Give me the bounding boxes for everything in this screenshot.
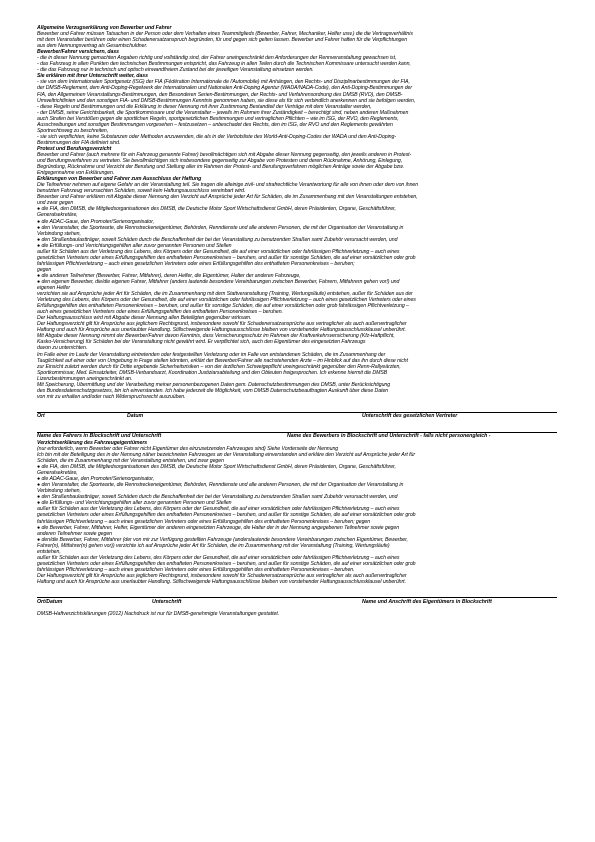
text-line: fahrlässigen Pflichtverletzung – auch eines gesetzlichen Vertreters oder eines Erfüllungsgehilfen des enthafteten Personenkreises – beruhen. (37, 566, 355, 573)
footer-note: DMSB-Haftverzichtsklärungen (2012) Nachdruck ist nur für DMSB-genehmigte Veranstaltungen gestattet. (37, 611, 280, 618)
text-line: - der DMSB, seine Gerichtsbarkeit, die Sportkommissare und die Veranstalter – jeweils im Rahmen ihrer Zuständigkeit – berechtigt sind, neben anderen Maßnahmen (37, 109, 409, 116)
text-line: Sportrechtsweg zu beschreiten, (37, 127, 109, 134)
text-line: Haftung und auch für Ansprüche aus unerlaubter Handlung. Stillschweigende Haftungsausschlüsse bleiben von vorstehender Haftungsausschlussklausel unberührt. (37, 578, 406, 585)
text-line: gegen (37, 266, 52, 273)
text-line: (nur erforderlich, wenn Bewerber oder Fahrer nicht Eigentümer des einzusetzenden Fahrzeuges sind) Siehe Vorderseite der Nennung (37, 445, 339, 452)
text-line: eigenen Helfer (37, 285, 71, 292)
signature-row-3 (37, 597, 557, 605)
text-line: ● die Bewerber, Fahrer, Mitfahrer, Helfer, Eigentümer der anderen eingesetzten Fahrzeuge, die Halter der in der Nennung angegebenen Teilnehmer sowie gegen (37, 524, 400, 531)
text-line: außer für Schäden aus der Verletzung des Lebens, des Körpers oder der Gesundheit, die auf einer vorsätzlichen oder fahrlässigen Pflichtverletzung – auch eines (37, 248, 400, 255)
text-line: ● die ADAC-Gaue, den Promoter/Serienorganisator, (37, 476, 155, 483)
text-line: Bewerber und Fahrer (auch mehrere für ein Fahrzeug genannte Fahrer) bevollmächtigen sich mit Abgabe dieser Nennung gegenseitig, den jeweils anderen in Protest- (37, 151, 412, 158)
owner-place-date-label: Ort/Datum (37, 598, 63, 605)
text-line: und Berufungsverfahren zu vertreten. Sie bevollmächtigen sich insbesondere gegenseitig zur Abgabe von Protesten und deren Rücknahme, Anhörung, Einlegung, (37, 158, 403, 165)
text-line: Tauglichkeit auf einer oder von Umgebung in Frage stellen könnten, erklärt der Bewerber/Fahrer alle nachstehenden Ärzte – im Hinblick auf das ihn durch diese nicht (37, 357, 408, 364)
text-line: außer für Schäden aus der Verletzung des Lebens, des Körpers oder der Gesundheit, die auf einer vorsätzlichen oder fahrlässigen Pflichtverletzung – auch eines (37, 554, 400, 561)
text-line: Mit Speicherung, Übermittlung und der Verarbeitung meiner personenbezogenen Daten gem. Datenschutzbestimmungen des DMSB, unter Berücksichtigung (37, 381, 391, 388)
text-line: - die in dieser Nennung gemachten Angaben richtig und vollständig sind, der Fahrer uneingeschränkt den Anforderungen der Rennveranstaltung gewachsen ist, (37, 55, 397, 62)
text-line: ● den Straßenbaulastträger, soweit Schäden durch die Beschaffenheit der bei der Veranstaltung zu benutzenden Straßen samt Zubehör verursacht werden, und (37, 494, 398, 501)
text-line: Im Falle einer im Laufe der Veranstaltung eintretenden oder festgestellten Verletzung oder im Falle von entstandenen Schäden, die im Zusammenhang der (37, 351, 386, 358)
text-line: ● die FIA, den DMSB, die Mitgliedsorganisationen des DMSB, die Deutsche Motor Sport Wirtschaftsdienst GmbH, deren Präsidenten, Organe, Geschäftsführer, (37, 206, 396, 213)
text-line: ● die Erfüllungs- und Verrichtungsgehilfen aller zuvor genannten Personen und Stellen (37, 500, 232, 507)
text-line: Verbindung stehen, (37, 488, 81, 495)
text-line: außer für Schäden aus der Verletzung des Lebens, des Körpers oder der Gesundheit, die auf einer vorsätzlichen oder fahrlässigen Pflichtverletzung – auch eines (37, 506, 400, 513)
text-line: auch Strafen bei Verstößen gegen die sportlichen Regeln, sportgesetzlichen Bestimmungen und vertraglichen Pflichten – wie im ISG, der RVO, den Reglements, (37, 115, 399, 122)
text-line: ● den Straßenbaulastträger, soweit Schäden durch die Beschaffenheit der bei der Veranstaltung zu benutzenden Straßen samt Zubehör verursacht werden, und (37, 236, 398, 243)
text-line: Kasko-Versicherung) für Schäden bei der Veranstaltung nicht gewährt wird. Er verpflichtet sich, auch den Eigentümer des eingesetzten Fahrzeugs (37, 339, 366, 346)
text-line: Entgegennahme von Erklärungen. (37, 170, 115, 177)
text-line: - die das Fahrzeug nur in technisch und optisch einwandfreiem Zustand bei der jeweiligen Veranstaltung einsetzen werden. (37, 67, 314, 74)
text-line: ● die Erfüllungs- und Verrichtungsgehilfen aller zuvor genannten Personen und Stellen (37, 242, 232, 249)
text-line: entstehen, (37, 548, 61, 555)
entrant-name-label: Name des Bewerbers in Blockschrift und Unterschrift - falls nicht personengleich - (287, 433, 491, 440)
text-line: benutzten Fahrzeug verursachten Schäden, soweit kein Haftungsausschluss vereinbart wird. (37, 188, 246, 195)
text-line: - das Fahrzeug in allen Punkten den technischen Bestimmungen entspricht, das Fahrzeug in allen Teilen durch die Technischen Kommissare untersucht werden kann, (37, 61, 411, 68)
text-line: FIA, den Allgemeinen Veranstaltungs-Bestimmungen, den Besonderen Serien-Bestimmungen, der Rechts- und Verfahrensordnung des DMSB (RVO), den DMSB- (37, 91, 403, 98)
section-heading: Protest und Berufungsverzicht (37, 145, 112, 152)
signature-place-label: Ort (37, 413, 45, 420)
text-line: Verbindung stehen, (37, 230, 81, 237)
text-line: auch eines gesetzlichen Vertreters oder eines Erfüllungsgehilfen des enthafteten Personenkreises – beruhen. (37, 309, 283, 316)
text-line: und zwar gegen (37, 200, 74, 207)
signature-row-1 (37, 412, 557, 420)
signature-guardian-label: Unterschrift des gesetzlichen Vertreter (362, 413, 458, 420)
section-heading: Verzichtserklärung des Fahrzeugeigentümers (37, 439, 148, 446)
section-heading: Allgemeine Verzugserklärung von Bewerber und Fahrer (37, 25, 172, 31)
text-line: gesetzlichen Vertreters oder eines Erfüllungsgehilfen des enthafteten Personenkreises – beruhen, und außer für sonstige Schäden, die auf einer vorsätzlichen oder grob (37, 560, 416, 567)
text-line: des Bundesdatenschutzgesetzes, bin ich einverstanden. Ich habe jederzeit die Möglichkeit, vom DMSB Datenschutzbeauftragten Auskunft über diese Daten (37, 387, 389, 394)
text-line: mit dem Veranstalter berühren oder einen Schadenersatzanspruch begründen, für und gegen sich gelten lassen. Bewerber und Fahrer haften für die Verpflichtungen (37, 37, 408, 44)
text-line: Fahrer(n), Mitfahrer(n) gehen vor)) verzichte ich auf Ansprüche jeder Art für Schäden, die im Zusammenhang mit der Veranstaltung (Training, Wertungsläufe) (37, 542, 390, 549)
text-line: Verletzung des Lebens, des Körpers oder der Gesundheit, die auf einer vorsätzlichen oder fahrlässigen Pflichtverletzung – auch eines gesetzlichen Vertreters oder eines (37, 297, 416, 304)
driver-name-label: Name des Fahrers in Blockschrift und Unterschrift (37, 433, 162, 440)
text-line: - sie von dem Internationalen Sportgesetz (ISG) der FIA (Fédération Internationale de l'Automobile) mit Anhängen, den Rechts- und Disziplinarbestimmungen der FIA, (37, 79, 410, 86)
text-line: Mit Abgabe dieser Nennung nimmt der Bewerber/Fahrer davon Kenntnis, dass Versicherungsschutz im Rahmen der Kraftverkehrsversicherung (Kfz-Haftpflicht, (37, 333, 395, 340)
owner-name-label: Name und Anschrift des Eigentümers in Blockschrift (362, 598, 492, 605)
text-line: Sportkommissar, Med. Einsatzleiter, DMSB-Verbandsarzt, Koordination Justiziarsabteilung und den Obleuten freigesprochen. Ich erkenne hiermit die DMSB (37, 369, 388, 376)
text-line: ● die ADAC-Gaue, den Promoter/Serienorganisator, (37, 218, 155, 225)
text-line: - sie sich verpflichten, keine Substanzen oder Methoden anzuwenden, die als in der Verbotsliste des World-Anti-Doping-Codes der WADA und den Anti-Doping- (37, 133, 397, 140)
text-line: ● den eigenen Bewerber, die/die eigenen Fahrer, Mitfahrer (anders lautende besondere Vereinbarungen zwischen Bewerber, Fahrern, Mitfahrern gehen vor!) und (37, 278, 400, 285)
signature-line (37, 412, 557, 413)
text-line: ● die anderen Teilnehmer (Bewerber, Fahrer, Mitfahrer), deren Helfer, die Eigentümer, Halter der anderen Fahrzeuge, (37, 272, 301, 279)
text-line: fahrlässigen Pflichtverletzung – auch eines gesetzlichen Vertreters oder eines Erfüllungsgehilfen des enthafteten Personenkreises – beruhen; (37, 260, 355, 267)
text-line: Generalsekretäre, (37, 470, 78, 477)
section-heading: Sie erklären mit ihrer Unterschrift weiter, dass (37, 73, 148, 80)
text-line: Haftung und auch für Ansprüche aus unerlaubter Handlung. Stillschweigende Haftungsausschlüsse bleiben von vorstehender Haftungsausschlussklausel unberührt. (37, 327, 406, 334)
text-line: Lizenzbestimmungen uneingeschränkt an. (37, 375, 133, 382)
text-line: Die Teilnehmer nehmen auf eigene Gefahr an der Veranstaltung teil. Sie tragen die alleinige zivil- und strafrechtliche Verantwortung für alle von ihnen oder dem von ihnen (37, 182, 419, 189)
signature-date-label: Datum (127, 413, 144, 420)
text-line: Schäden, die im Zusammenhang mit der Veranstaltung entstehen, und zwar gegen (37, 458, 224, 465)
text-line: Bestimmungen der FIA definiert sind. (37, 139, 121, 146)
document-page (37, 25, 557, 617)
text-line: Bewerber und Fahrer müssen Tatsachen in der Person oder dem Verhalten eines Teammitglieds (Bewerber, Fahrer, Mechaniker, Helfer usw.) die die Vertragsverhältnis (37, 31, 413, 38)
text-line: ● den Veranstalter, die Sportwarte, die Rennstreckeneigentümer, Behörden, Renndienste und alle anderen Personen, die mit der Organisation der Veranstaltung in (37, 224, 404, 231)
text-line: ● die FIA, den DMSB, die Mitgliedsorganisationen des DMSB, die Deutsche Motor Sport Wirtschaftsdienst GmbH, deren Präsidenten, Organe, Geschäftsführer, (37, 464, 396, 471)
section-heading: Bewerber/Fahrer versichern, dass (37, 49, 120, 56)
text-line: Erfüllungsgehilfen des enthafteten Personenkreises – beruhen, und außer für sonstige Schäden, die auf einer vorsätzlichen oder grob fahrlässigen Pflichtverletzung – (37, 303, 409, 310)
text-line: Ausschreibungen und sonstigen Bestimmungen vorgesehen – festzusetzen – unbeschadet des Rechts, den im ISG, der RVO und den Reglements gewährten (37, 121, 393, 128)
text-line: Umweltrichtlinien und den sonstigen FIA- und DMSB-Bestimmungen Kenntnis genommen haben, sie diese als für sich verbindlich anerkennen und sie befolgen werden, (37, 97, 416, 104)
text-line: ● den Veranstalter, die Sportwarte, die Rennstreckeneigentümer, Behörden, Renndienste und alle anderen Personen, die mit der Organisation der Veranstaltung in (37, 482, 404, 489)
liability-declaration-section (37, 25, 557, 400)
text-line: von mir zu erhalten und/oder nach Widerspruchsrecht auszuüben. (37, 393, 186, 400)
text-line: verzichten sie auf Ansprüche jeder Art für Schäden, die im Zusammenhang mit dem Stattveranstaltung (Training, Wertungsläufe) entstehen, außer für Schäden aus der (37, 291, 413, 298)
text-line: der DMSB-Reglement, dem Anti-Doping-Regelwerk der Internationalen und Nationalen Anti-Doping Agentur (WADA/NADA-Code), den Anti-Doping-Bestimmungen der (37, 85, 413, 92)
text-line: Der Haftungsverzicht gilt für Ansprüche aus jeglichem Rechtsgrund, insbesondere sowohl für Schadenersatzansprüche aus vertraglicher als auch außervertraglicher (37, 321, 407, 328)
text-line: Der Haftungsausschluss wird mit Abgabe dieser Nennung allen Beteiligten gegenüber wirksam. (37, 315, 252, 322)
text-line: gesetzlichen Vertreters oder eines Erfüllungsgehilfen des enthafteten Personenkreises – beruhen, und außer für sonstige Schäden, die auf einer vorsätzlichen oder grob (37, 254, 416, 261)
owner-signature-label: Unterschrift (152, 598, 182, 605)
text-line: zur Einsicht zuletzt werden durch für Dritte ergebende Sicherheitsrisiken – von der ärztlichen Schweigepflicht uneingeschränkt gegenüber den Renn-Rallyeärzten, (37, 363, 401, 370)
text-line: ● den/die Bewerber, Fahrer, Mitfahrer (der von mir zur Verfügung gestellten Fahrzeuge (anderslautende besondere Vereinbarungen zwischen Eigentümer, Bewerber, (37, 536, 408, 543)
text-line: Der Haftungsverzicht gilt für Ansprüche aus jeglichem Rechtsgrund, insbesondere sowohl für Schadenersatzansprüche aus vertraglicher als auch außervertraglicher (37, 572, 407, 579)
text-line: Ich bin mit der Beteiligung des in der Nennung näher bezeichneten Fahrzeuges an der Veranstaltung einverstanden und erkläre den Verzicht auf Ansprüche jeder Art für (37, 452, 416, 458)
text-line: davon zu unterrichten. (37, 345, 88, 352)
text-line: Generalsekretäre, (37, 212, 78, 219)
owner-waiver-section (37, 440, 557, 585)
text-line: - diese Regeln und Bestimmungen und die Erklärung in dieser Nennung mit ihrer Zustimmung Bestandteil der Verträge mit dem Veranstalter werden, (37, 103, 372, 110)
text-line: aus dem Nennungsvertrag als Gesamtschuldner. (37, 43, 148, 50)
signature-row-2 (37, 432, 557, 440)
section-heading: Erklärungen von Bewerber und Fahrer zum Ausschluss der Haftung (37, 176, 202, 183)
text-line: Begründung, Rücknahme und Verzicht der Berufung und Stellung aller im Rahmen der Protest- und Berufungsverfahren möglichen Anträge sowie der Abgabe bzw. (37, 164, 404, 171)
text-line: anderen Teilnehmer sowie gegen (37, 530, 113, 537)
text-line: gesetzlichen Vertreters oder eines Erfüllungsgehilfen des enthafteten Personenkreises – beruhen, und außer für sonstige Schäden, die auf einer vorsätzlichen oder grob (37, 512, 416, 519)
text-line: fahrlässigen Pflichtverletzung – auch eines gesetzlichen Vertreters oder eines Erfüllungsgehilfen des enthafteten Personenkreises – beruhen; gegen (37, 518, 371, 525)
text-line: Bewerber und Fahrer erklären mit Abgabe dieser Nennung den Verzicht auf Ansprüche jeder Art für Schäden, die im Zusammenhang mit den Veranstaltungen entstehen, (37, 194, 418, 201)
